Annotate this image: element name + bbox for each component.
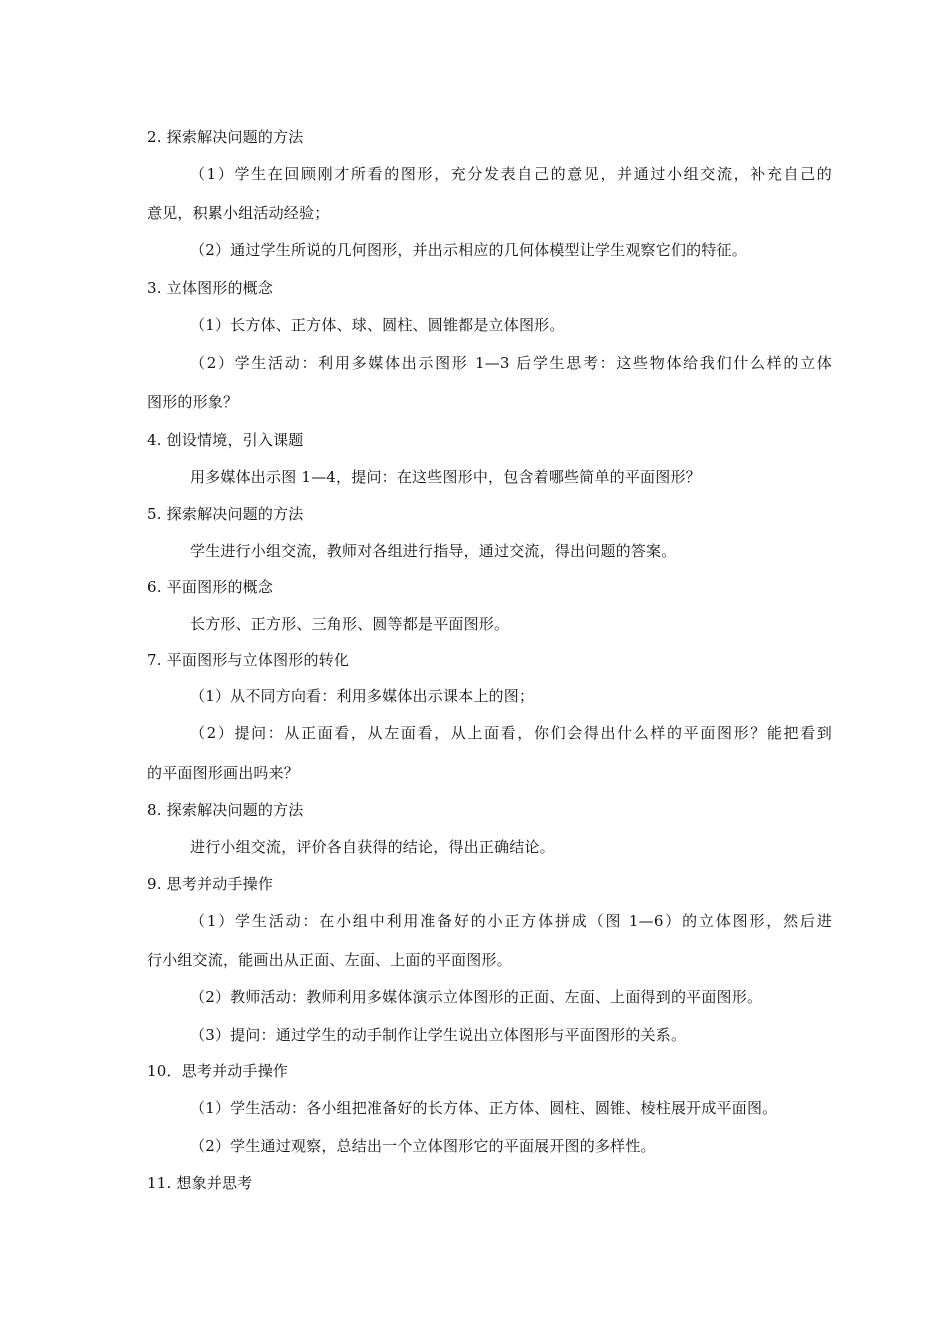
section-heading: 7. 平面图形与立体图形的转化 bbox=[147, 651, 350, 669]
section-heading: 9. 思考并动手操作 bbox=[147, 875, 274, 893]
section-heading: 4. 创设情境，引入课题 bbox=[147, 431, 304, 449]
section-heading: 11. 想象并思考 bbox=[147, 1174, 253, 1192]
paragraph-line: （1）长方体、正方体、球、圆柱、圆锥都是立体图形。 bbox=[190, 316, 565, 334]
paragraph-line: （2）通过学生所说的几何图形，并出示相应的几何体模型让学生观察它们的特征。 bbox=[190, 241, 747, 259]
paragraph-line: 的平面图形画出吗来？ bbox=[147, 764, 300, 782]
paragraph-line: （1）从不同方向看：利用多媒体出示课本上的图； bbox=[190, 687, 535, 705]
paragraph-line: （1）学生活动：在小组中利用准备好的小正方体拼成（图 1—6）的立体图形，然后进 bbox=[190, 912, 832, 930]
paragraph-line: （2）学生通过观察，总结出一个立体图形它的平面展开图的多样性。 bbox=[190, 1137, 656, 1155]
paragraph-line: （1）学生在回顾刚才所看的图形，充分发表自己的意见，并通过小组交流，补充自己的 bbox=[190, 165, 832, 183]
paragraph-line: （2）学生活动：利用多媒体出示图形 1—3 后学生思考：这些物体给我们什么样的立体 bbox=[190, 354, 832, 372]
paragraph-line: 进行小组交流，评价各自获得的结论，得出正确结论。 bbox=[190, 838, 555, 856]
section-heading: 10．思考并动手操作 bbox=[147, 1062, 289, 1080]
paragraph-line: 意见，积累小组活动经验； bbox=[147, 204, 330, 222]
paragraph-line: 用多媒体出示图 1—4，提问：在这些图形中，包含着哪些简单的平面图形？ bbox=[190, 468, 701, 486]
section-heading: 5. 探索解决问题的方法 bbox=[147, 505, 304, 523]
section-heading: 8. 探索解决问题的方法 bbox=[147, 801, 304, 819]
paragraph-line: （2）提问：从正面看，从左面看，从上面看，你们会得出什么样的平面图形？能把看到 bbox=[190, 724, 832, 742]
section-heading: 6. 平面图形的概念 bbox=[147, 578, 274, 596]
paragraph-line: （1）学生活动：各小组把准备好的长方体、正方体、圆柱、圆锥、棱柱展开成平面图。 bbox=[190, 1099, 778, 1117]
paragraph-line: 长方形、正方形、三角形、圆等都是平面图形。 bbox=[190, 615, 510, 633]
section-heading: 3. 立体图形的概念 bbox=[147, 279, 274, 297]
section-heading: 2. 探索解决问题的方法 bbox=[147, 128, 304, 146]
paragraph-line: 图形的形象？ bbox=[147, 393, 239, 411]
paragraph-line: 行小组交流，能画出从正面、左面、上面的平面图形。 bbox=[147, 951, 512, 969]
paragraph-line: 学生进行小组交流，教师对各组进行指导，通过交流，得出问题的答案。 bbox=[190, 542, 677, 560]
paragraph-line: （2）教师活动：教师利用多媒体演示立体图形的正面、左面、上面得到的平面图形。 bbox=[190, 988, 763, 1006]
paragraph-line: （3）提问：通过学生的动手制作让学生说出立体图形与平面图形的关系。 bbox=[190, 1026, 687, 1044]
